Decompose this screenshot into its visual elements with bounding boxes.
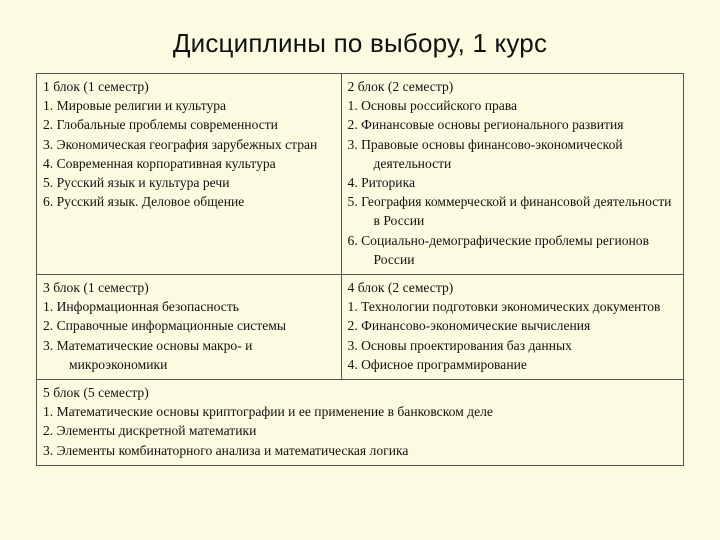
block-4-heading: 4 блок (2 семестр) [347,280,454,296]
block-4-item-3: 3. Основы проектирования баз данных [347,337,572,353]
block-2-cell [341,74,683,275]
block-3-item-1: 1. Информационная безопасность [43,299,239,315]
block-4-item-1: 1. Технологии подготовки экономических документов [347,299,661,315]
block-2-item-1: 1. Основы российского права [347,98,518,114]
block-3-item-3: 3. Математические основы макро- и микроэкономики [43,337,253,372]
block-2-item-6: 6. Социально-демографические проблемы регионов России [347,232,650,267]
block-5-item-2: 2. Элементы дискретной математики [43,423,257,439]
page-title: Дисциплины по выбору, 1 курс [172,28,548,58]
block-2-item-2: 2. Финансовые основы регионального развития [347,117,624,133]
block-5-heading: 5 блок (5 семестр) [43,385,149,401]
block-4-item-2: 2. Финансово-экономические вычисления [347,318,591,334]
table-row [37,74,684,275]
table-row [37,380,684,466]
block-1-item-3: 3. Экономическая география зарубежных стран [43,136,318,152]
block-2-item-4: 4. Риторика [347,175,416,191]
block-1-item-4: 4. Современная корпоративная культура [43,155,276,171]
block-2-heading: 2 блок (2 семестр) [347,79,454,94]
block-4-cell [341,275,683,380]
block-1-item-5: 5. Русский язык и культура речи [43,175,230,191]
block-1-item-2: 2. Глобальные проблемы современности [43,117,278,133]
block-5-cell [37,380,684,466]
disciplines-table [36,73,684,466]
block-2-item-3: 3. Правовые основы финансово-экономической деятельности [347,136,623,171]
block-3-heading: 3 блок (1 семестр) [43,280,149,296]
block-5-item-1: 1. Математические основы криптографии и ее применение в банковском деле [43,404,493,420]
block-5-item-3: 3. Элементы комбинаторного анализа и математическая логика [43,442,409,458]
block-3-item-2: 2. Справочные информационные системы [43,318,287,334]
block-1-cell [37,74,342,275]
block-1-heading: 1 блок (1 семестр) [43,79,149,94]
block-4-item-4: 4. Офисное программирование [347,356,527,372]
block-1-item-1: 1. Мировые религии и культура [43,98,227,114]
block-1-item-6: 6. Русский язык. Деловое общение [43,194,245,210]
block-2-item-5: 5. География коммерческой и финансовой деятельности в России [347,194,672,229]
table-row [37,275,684,380]
block-3-cell [37,275,342,380]
